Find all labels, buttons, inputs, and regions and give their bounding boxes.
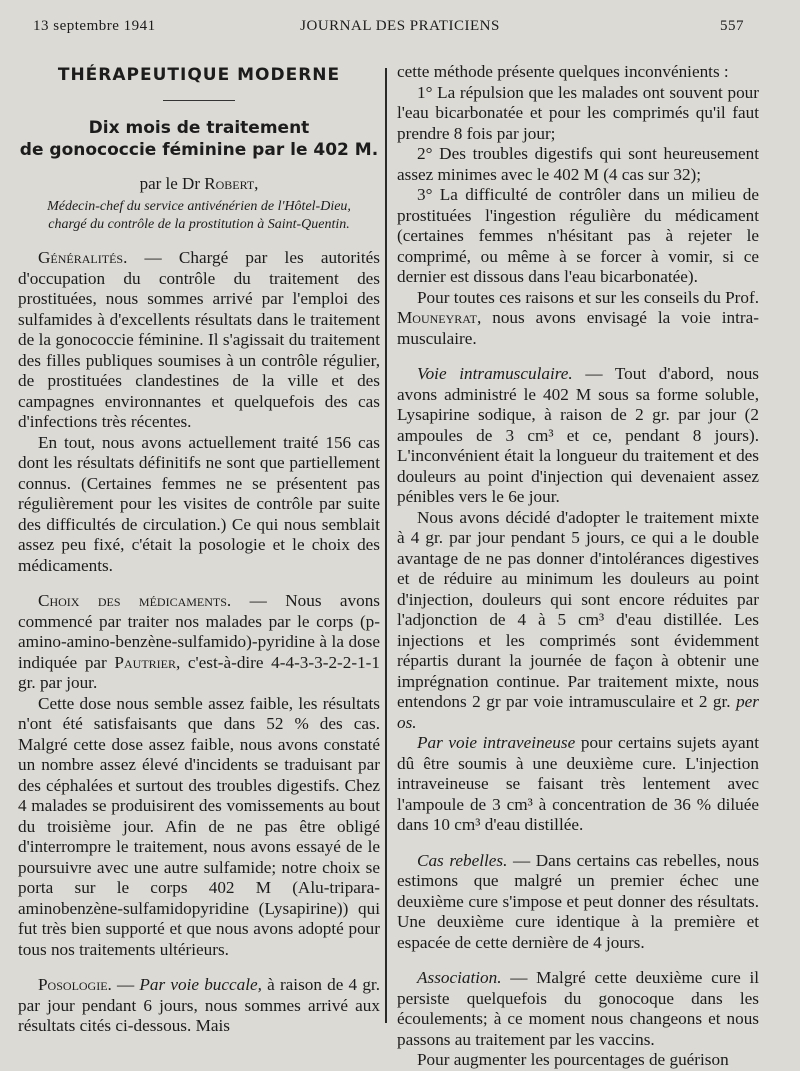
- spacer: [397, 953, 759, 968]
- cited-name: Pautrier,: [114, 652, 181, 672]
- paragraph-generalites: [18, 248, 380, 433]
- list-item: 1° La répulsion que les malades ont souvent pour l'eau bicarbonatée et pour les comprimés qu'il faut prendre 8 fois par jour;: [397, 82, 759, 143]
- paragraph-text: Nous avons décidé d'adopter le traitement mixte à 4 gr. par jour pendant 5 jours, ce qui a le double avantage de ne pas donner d'intolérances digestives et de réduire au minimum les douleurs au point d'injection, douleurs qui sont encore réduites par l'adjonction de 4 à 5 cm³ d'eau distillée. Les injections et les comprimés sont évidemment répartis durant la journée de façon à obtenir une imprégnation continue. Par traitement mixte, nous entendons 2 gr par voie intramusculaire et 2 gr.: [397, 507, 759, 711]
- spacer: [18, 960, 380, 975]
- affiliation-line2: chargé du contrôle de la prostitution à Saint-Quentin.: [48, 217, 350, 232]
- italic-text: Par voie intraveineuse: [417, 733, 576, 752]
- paragraph: Pour augmenter les pourcentages de guérison: [417, 1050, 729, 1069]
- paragraph-association: [397, 968, 759, 1050]
- header-page-number: 557: [720, 18, 744, 34]
- paragraph: Cette dose nous semble assez faible, les résultats n'ont été satisfaisants que dans 52 % des cas. Malgré cette dose assez faible, nous avons constaté un nombre assez élevé d'incidents se traduisant par des céphalées et surtout des troubles digestifs. Chez 4 malades se produisirent des vomissements au bout du troisième jour. Afin de ne pas être obligé d'interrompre le traitement, nous avons essayé de le poursuivre avec une autre sulfamide; notre choix se porta sur le corps 402 M (Alu-tripara-aminobenzène-sulfamidopyridine (Lysapirine)) qui fut très bien supporté et que nous avons adopté pour tous nos traitements ultérieurs.: [18, 693, 380, 959]
- paragraph-text: c'est-à-dire 4-4-3-3-2-2-1-1 gr. par jour.: [18, 652, 380, 692]
- paragraph-choix: [18, 591, 380, 694]
- affiliation-line1: Médecin-chef du service antivénérien de l'Hôtel-Dieu,: [47, 199, 351, 214]
- header-journal-name: JOURNAL DES PRATICIENS: [300, 18, 500, 34]
- paragraph: [397, 288, 759, 350]
- title-rule: [163, 100, 235, 101]
- right-column: [397, 62, 759, 1071]
- list-item: 2° Des troubles digestifs qui sont heureusement assez minimes avec le 402 M (4 cas sur 32);: [397, 144, 759, 184]
- article-title: [18, 117, 380, 161]
- paragraph-text: — Malgré cette deuxième cure il persiste quelquefois du gonocoque dans les écoulements; à ce moment nous changeons et nous passons au traitement par les vaccins.: [397, 968, 759, 1049]
- paragraph-text: Pour toutes ces raisons et sur les conseils du Prof.: [417, 287, 759, 307]
- paragraph-voie-intramusculaire: [397, 364, 759, 508]
- paragraph-cas-rebelles: [397, 851, 759, 954]
- italic-text: Association.: [417, 968, 502, 987]
- author-affiliation: [18, 198, 380, 234]
- byline-prefix: par le Dr: [139, 173, 205, 193]
- paragraph-text: nous avons envisagé la voie intra-musculaire.: [397, 308, 759, 348]
- paragraph-text: à raison de 4 gr. par jour pendant 6 jours, nous sommes arrivé aux résultats cités ci-dessous. Mais: [18, 975, 380, 1035]
- column-divider: [385, 68, 387, 1023]
- left-column: [18, 62, 380, 1037]
- italic-text: Par voie buccale,: [139, 975, 262, 994]
- paragraph-text: — Nous avons commencé par traiter nos malades par le corps (p-amino-amino-benzène-sulfamido)-pyridine à la dose indiquée par: [18, 591, 380, 672]
- paragraph-text: pour certains sujets ayant dû être soumis à une deuxième cure. L'injection intraveineuse se faisant très lentement avec l'ampoule de 3 cm³ à concentration de 36 % diluée dans 10 cm³ d'eau distillée.: [397, 733, 759, 834]
- spacer: [397, 836, 759, 851]
- paragraph-voie-intraveineuse: [397, 733, 759, 836]
- spacer: [18, 576, 380, 591]
- spacer: [397, 349, 759, 364]
- header-date: 13 septembre 1941: [33, 18, 156, 34]
- list-item: 3° La difficulté de contrôler dans un milieu de prostituées l'ingestion régulière du médicament (certaines femmes n'hésitant pas à rejeter le comprimé, ou même à se forcer à vomir, si ce dernier est dissous dans l'eau bicarbonatée).: [397, 185, 759, 286]
- byline: [18, 174, 380, 195]
- paragraph: cette méthode présente quelques inconvénients :: [397, 62, 729, 81]
- paragraph: En tout, nous avons actuellement traité 156 cas dont les résultats définitifs ne sont que partiellement connus. (Certaines femmes ne se présentent pas régulièrement pour les visites de contrôle par suite des difficultés de circulation.) Ce qui nous semblait assez peu fixé, c'était la posologie et le choix des médicaments.: [18, 432, 380, 575]
- section-title: THÉRAPEUTIQUE MODERNE: [57, 65, 341, 85]
- cited-name: Mouneyrat,: [397, 308, 482, 327]
- article-title-line2: de gonococcie féminine par le 402 M.: [19, 139, 379, 160]
- paragraph-posologie: [18, 975, 380, 1037]
- running-header: [0, 18, 800, 42]
- paragraph-label: Choix des médicaments.: [38, 591, 232, 610]
- article-title-line1: Dix mois de traitement: [88, 117, 310, 138]
- paragraph-text: — Chargé par les autorités d'occupation du contrôle du traitement des prostituées, nous sommes arrivé par l'emploi des sulfamides à d'excellents résultats dans le traitement de la gonococcie féminine. Il s'agissait du traitement des filles publiques soumises à un contrôle régulier, de prostituées clandestines de la ville et des campagnes environnantes et quelquefois des cas d'infections très récentes.: [18, 248, 380, 431]
- paragraph-label: Généralités.: [38, 248, 128, 267]
- italic-text: per os.: [397, 692, 759, 732]
- paragraph-text: — Tout d'abord, nous avons administré le 402 M sous sa forme soluble, Lysapirine sodique, à raison de 2 gr. par jour (2 ampoules de 3 cm³ et ce, pendant 8 jours). L'inconvénient était la longueur du traitement et des douleurs au point d'injection qui devenaient assez pénibles vers le 6e jour.: [397, 364, 759, 506]
- italic-text: Cas rebelles.: [417, 850, 508, 870]
- italic-text: Voie intramusculaire.: [417, 364, 573, 383]
- author-name: Robert,: [204, 173, 259, 193]
- paragraph-text: — Dans certains cas rebelles, nous estimons que malgré un premier échec une deuxième cure s'impose et peut donner des résultats. Une deuxième cure identique à la première et espacée de cette dernière de 4 jours.: [397, 850, 760, 952]
- paragraph: [397, 508, 759, 734]
- paragraph-text: —: [111, 975, 140, 994]
- paragraph-label: Posologie.: [38, 975, 112, 994]
